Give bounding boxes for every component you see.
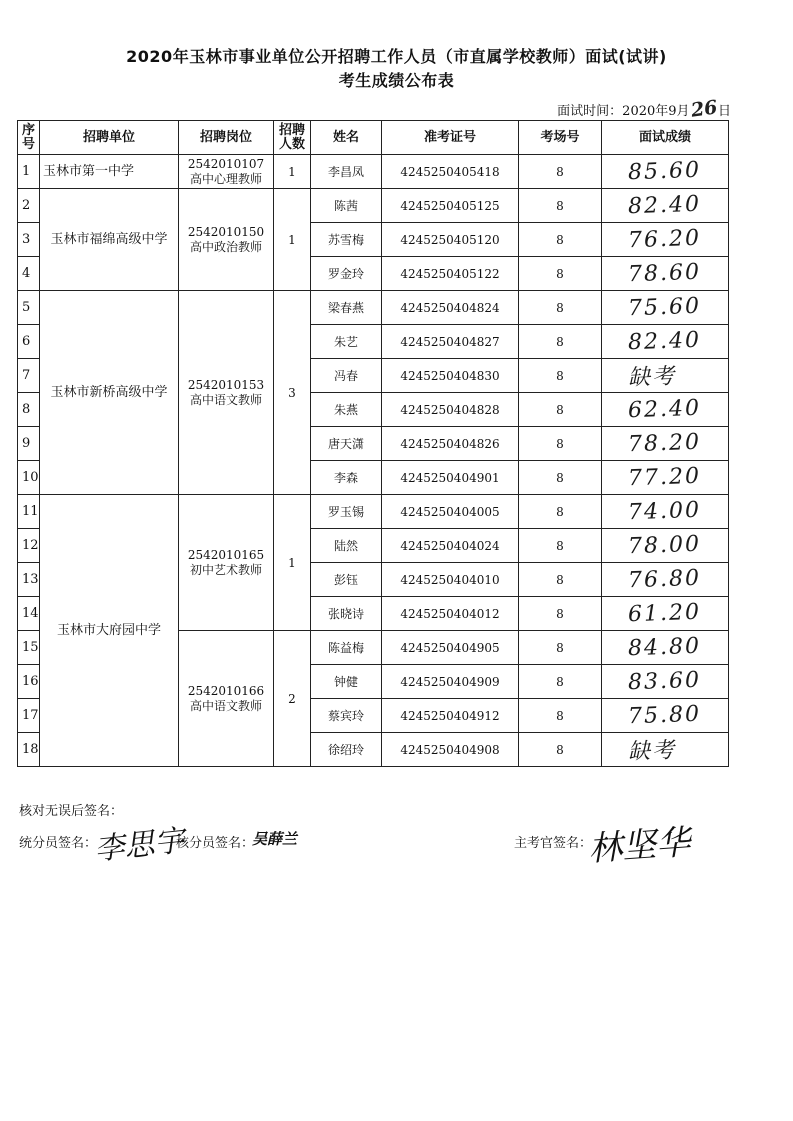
- cell-room: 8: [519, 393, 602, 427]
- cell-score: [602, 699, 729, 733]
- checker-signature-label: 核分员签名：: [176, 836, 255, 851]
- post-name: 初中艺术教师: [189, 562, 262, 577]
- cell-room: 8: [519, 155, 602, 189]
- header-post: 招聘岗位: [179, 121, 274, 155]
- cell-count: 3: [274, 291, 311, 495]
- handwritten-score: 62.40: [627, 395, 702, 424]
- cell-name: 李昌凤: [311, 155, 382, 189]
- cell-ticket: 4245250405418: [382, 155, 519, 189]
- handwritten-score: 84.80: [627, 633, 702, 662]
- cell-room: 8: [519, 597, 602, 631]
- handwritten-score: 缺考: [627, 738, 677, 765]
- cell-post: [179, 291, 274, 495]
- cell-name: 徐绍玲: [311, 733, 382, 767]
- cell-ticket: 4245250404828: [382, 393, 519, 427]
- header-count: 招聘人数: [274, 121, 311, 155]
- cell-ticket: 4245250404012: [382, 597, 519, 631]
- cell-ticket: 4245250405122: [382, 257, 519, 291]
- cell-name: 罗玉锡: [311, 495, 382, 529]
- cell-post: [179, 631, 274, 767]
- cell-room: 8: [519, 291, 602, 325]
- cell-seq: 17: [18, 699, 40, 733]
- post-name: 高中政治教师: [189, 239, 262, 254]
- cell-ticket: 4245250404024: [382, 529, 519, 563]
- cell-room: 8: [519, 461, 602, 495]
- cell-ticket: 4245250405125: [382, 189, 519, 223]
- cell-count: 1: [274, 189, 311, 291]
- header-seq: 序号: [18, 121, 40, 155]
- cell-score: [602, 359, 729, 393]
- scorer-signature-label: 统分员签名：: [19, 836, 98, 851]
- handwritten-score: 78.60: [627, 259, 702, 288]
- cell-name: 陈益梅: [311, 631, 382, 665]
- handwritten-score: 83.60: [627, 667, 702, 696]
- cell-score: [602, 529, 729, 563]
- cell-name: 陆然: [311, 529, 382, 563]
- post-name: 高中语文教师: [189, 392, 262, 407]
- header-name: 姓名: [311, 121, 382, 155]
- cell-room: 8: [519, 223, 602, 257]
- table-row: [18, 155, 729, 189]
- handwritten-score: 61.20: [627, 599, 702, 628]
- cell-room: 8: [519, 563, 602, 597]
- cell-seq: 2: [18, 189, 40, 223]
- examiner-signature-label: 主考官签名：: [514, 836, 593, 851]
- cell-room: 8: [519, 495, 602, 529]
- cell-name: 蔡宾玲: [311, 699, 382, 733]
- cell-room: 8: [519, 189, 602, 223]
- handwritten-score: 75.80: [627, 701, 702, 730]
- cell-seq: 10: [18, 461, 40, 495]
- cell-name: 陈茜: [311, 189, 382, 223]
- examiner-signature: 林坚华: [586, 822, 692, 870]
- cell-seq: 14: [18, 597, 40, 631]
- cell-room: 8: [519, 733, 602, 767]
- cell-score: [602, 733, 729, 767]
- cell-seq: 16: [18, 665, 40, 699]
- post-code: 2542010150: [187, 224, 265, 239]
- cell-score: [602, 563, 729, 597]
- cell-seq: 1: [18, 155, 40, 189]
- checker-signature: 吴薛兰: [252, 830, 298, 848]
- cell-score: [602, 189, 729, 223]
- post-name: 高中心理教师: [189, 171, 262, 186]
- cell-score: [602, 155, 729, 189]
- cell-count: 2: [274, 631, 311, 767]
- cell-unit: 玉林市福绵高级中学: [40, 189, 179, 291]
- post-name: 高中语文教师: [189, 698, 262, 713]
- cell-score: [602, 325, 729, 359]
- post-code: 2542010165: [187, 547, 265, 562]
- handwritten-score: 76.20: [627, 225, 702, 254]
- cell-post: [179, 495, 274, 631]
- handwritten-score: 76.80: [627, 565, 702, 594]
- cell-ticket: 4245250404824: [382, 291, 519, 325]
- post-code: 2542010107: [187, 156, 265, 171]
- cell-count: 1: [274, 495, 311, 631]
- cell-seq: 4: [18, 257, 40, 291]
- cell-name: 唐天潇: [311, 427, 382, 461]
- cell-room: 8: [519, 359, 602, 393]
- cell-name: 张晓诗: [311, 597, 382, 631]
- interview-day-handwritten: 26: [689, 96, 719, 122]
- cell-seq: 5: [18, 291, 40, 325]
- cell-room: 8: [519, 427, 602, 461]
- table-row: [18, 495, 729, 529]
- cell-seq: 15: [18, 631, 40, 665]
- document-subtitle: 考生成绩公布表: [338, 71, 455, 90]
- table-row: [18, 189, 729, 223]
- cell-score: [602, 631, 729, 665]
- interview-time-prefix: 面试时间：2020年9月: [557, 104, 690, 119]
- cell-name: 朱艺: [311, 325, 382, 359]
- cell-ticket: 4245250404827: [382, 325, 519, 359]
- cell-room: 8: [519, 529, 602, 563]
- cell-count: 1: [274, 155, 311, 189]
- cell-room: 8: [519, 665, 602, 699]
- cell-ticket: 4245250404010: [382, 563, 519, 597]
- cell-ticket: 4245250404905: [382, 631, 519, 665]
- handwritten-score: 75.60: [627, 293, 702, 322]
- cell-score: [602, 223, 729, 257]
- cell-name: 苏雪梅: [311, 223, 382, 257]
- cell-seq: 6: [18, 325, 40, 359]
- cell-score: [602, 597, 729, 631]
- cell-unit: 玉林市第一中学: [40, 155, 179, 189]
- cell-unit: 玉林市新桥高级中学: [40, 291, 179, 495]
- cell-post: [179, 189, 274, 291]
- cell-score: [602, 291, 729, 325]
- cell-score: [602, 257, 729, 291]
- handwritten-score: 82.40: [627, 327, 702, 356]
- handwritten-score: 78.00: [627, 531, 702, 560]
- cell-name: 冯春: [311, 359, 382, 393]
- cell-room: 8: [519, 631, 602, 665]
- post-code: 2542010153: [187, 377, 265, 392]
- cell-room: 8: [519, 699, 602, 733]
- cell-name: 罗金玲: [311, 257, 382, 291]
- cell-name: 朱燕: [311, 393, 382, 427]
- cell-post: [179, 155, 274, 189]
- scorer-signature: 李思宇: [92, 823, 186, 868]
- cell-room: 8: [519, 325, 602, 359]
- cell-seq: 7: [18, 359, 40, 393]
- handwritten-score: 77.20: [627, 463, 702, 492]
- cell-seq: 12: [18, 529, 40, 563]
- header-score: 面试成绩: [602, 121, 729, 155]
- cell-score: [602, 495, 729, 529]
- table-row: [18, 291, 729, 325]
- cell-name: 钟健: [311, 665, 382, 699]
- score-table: [17, 120, 729, 767]
- cell-ticket: 4245250405120: [382, 223, 519, 257]
- handwritten-score: 74.00: [627, 497, 702, 526]
- cell-name: 梁春燕: [311, 291, 382, 325]
- interview-time: [557, 98, 731, 120]
- handwritten-score: 78.20: [627, 429, 702, 458]
- cell-score: [602, 393, 729, 427]
- handwritten-score: 85.60: [627, 157, 702, 186]
- cell-seq: 8: [18, 393, 40, 427]
- cell-ticket: 4245250404826: [382, 427, 519, 461]
- cell-seq: 11: [18, 495, 40, 529]
- cell-ticket: 4245250404901: [382, 461, 519, 495]
- cell-seq: 9: [18, 427, 40, 461]
- cell-seq: 3: [18, 223, 40, 257]
- header-room: 考场号: [519, 121, 602, 155]
- header-ticket: 准考证号: [382, 121, 519, 155]
- document-title: 2020年玉林市事业单位公开招聘工作人员（市直属学校教师）面试(试讲): [126, 47, 667, 66]
- header-unit: 招聘单位: [40, 121, 179, 155]
- cell-ticket: 4245250404005: [382, 495, 519, 529]
- handwritten-score: 缺考: [627, 364, 677, 391]
- cell-score: [602, 427, 729, 461]
- cell-name: 彭钰: [311, 563, 382, 597]
- cell-score: [602, 665, 729, 699]
- cell-room: 8: [519, 257, 602, 291]
- handwritten-score: 82.40: [627, 191, 702, 220]
- cell-seq: 13: [18, 563, 40, 597]
- cell-ticket: 4245250404908: [382, 733, 519, 767]
- cell-ticket: 4245250404909: [382, 665, 519, 699]
- verification-note: 核对无误后签名：: [19, 804, 124, 819]
- cell-ticket: 4245250404912: [382, 699, 519, 733]
- cell-name: 李森: [311, 461, 382, 495]
- cell-ticket: 4245250404830: [382, 359, 519, 393]
- post-code: 2542010166: [187, 683, 265, 698]
- table-header-row: [18, 121, 729, 155]
- cell-score: [602, 461, 729, 495]
- interview-time-suffix: 日: [717, 104, 731, 119]
- cell-unit: 玉林市大府园中学: [40, 495, 179, 767]
- cell-seq: 18: [18, 733, 40, 767]
